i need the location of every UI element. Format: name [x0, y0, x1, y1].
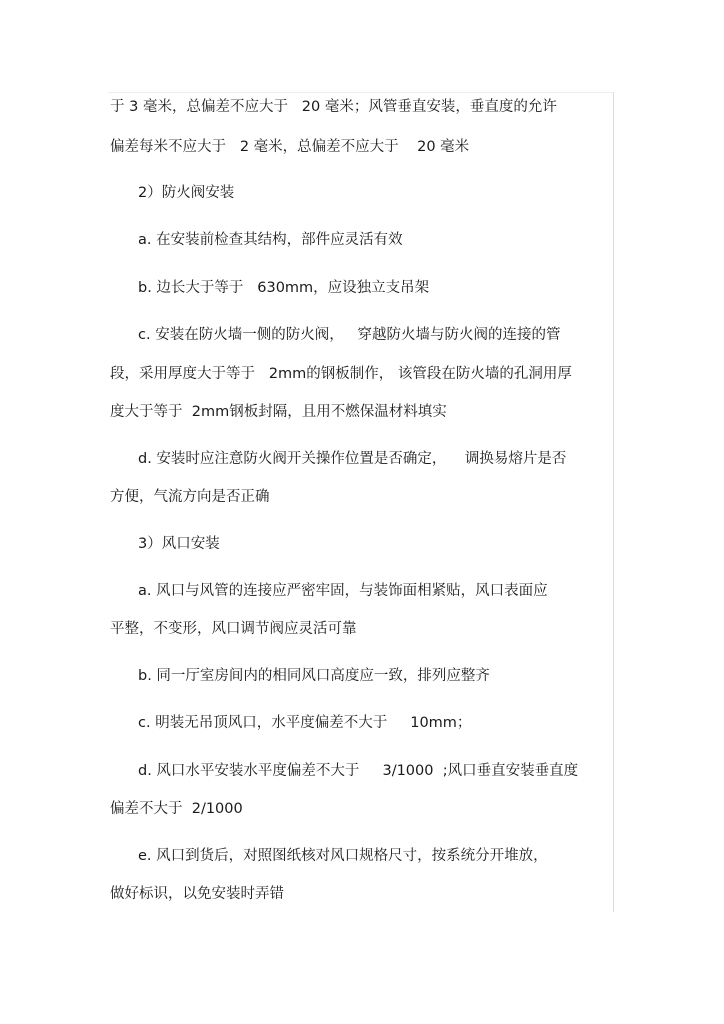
text-line-9: d. 安装时应注意防火阀开关操作位置是否确定， 调换易熔片是否: [138, 451, 567, 467]
text-line-10: 方便，气流方向是否正确: [110, 489, 270, 505]
text-line-16: d. 风口水平安装水平度偏差不大于 3/1000 ;风口垂直安装垂直度: [138, 763, 579, 779]
section-heading-fire-damper: 2）防火阀安装: [138, 185, 235, 201]
text-line-17: 偏差不大于 2/1000: [110, 801, 243, 817]
text-line-14: b. 同一厅室房间内的相同风口高度应一致，排列应整齐: [138, 668, 490, 684]
text-line-19: 做好标识，以免安装时弄错: [110, 886, 284, 902]
text-line-7: 段，采用厚度大于等于 2mm的钢板制作， 该管段在防火墙的孔洞用厚: [110, 366, 572, 382]
text-line-18: e. 风口到货后，对照图纸核对风口规格尺寸，按系统分开堆放，: [138, 848, 548, 864]
text-line-6: c. 安装在防火墙一侧的防火阀， 穿越防火墙与防火阀的连接的管: [138, 327, 561, 343]
text-line-13: 平整，不变形，风口调节阀应灵活可靠: [110, 621, 357, 637]
text-line-15: c. 明装无吊顶风口，水平度偏差不大于 10mm；: [138, 715, 472, 731]
text-line-12: a. 风口与风管的连接应严密牢固，与装饰面相紧贴，风口表面应: [138, 583, 548, 599]
section-heading-air-outlet: 3）风口安装: [138, 536, 220, 552]
text-line-8: 度大于等于 2mm钢板封隔，且用不燃保温材料填实: [110, 404, 447, 420]
text-line-1: 于 3 毫米，总偏差不应大于 20 毫米；风管垂直安装，垂直度的允许: [110, 99, 557, 115]
text-line-5: b. 边长大于等于 630mm，应设独立支吊架: [138, 280, 430, 296]
text-line-4: a. 在安装前检查其结构，部件应灵活有效: [138, 232, 403, 248]
text-line-2: 偏差每米不应大于 2 毫米，总偏差不应大于 20 毫米: [110, 139, 470, 155]
